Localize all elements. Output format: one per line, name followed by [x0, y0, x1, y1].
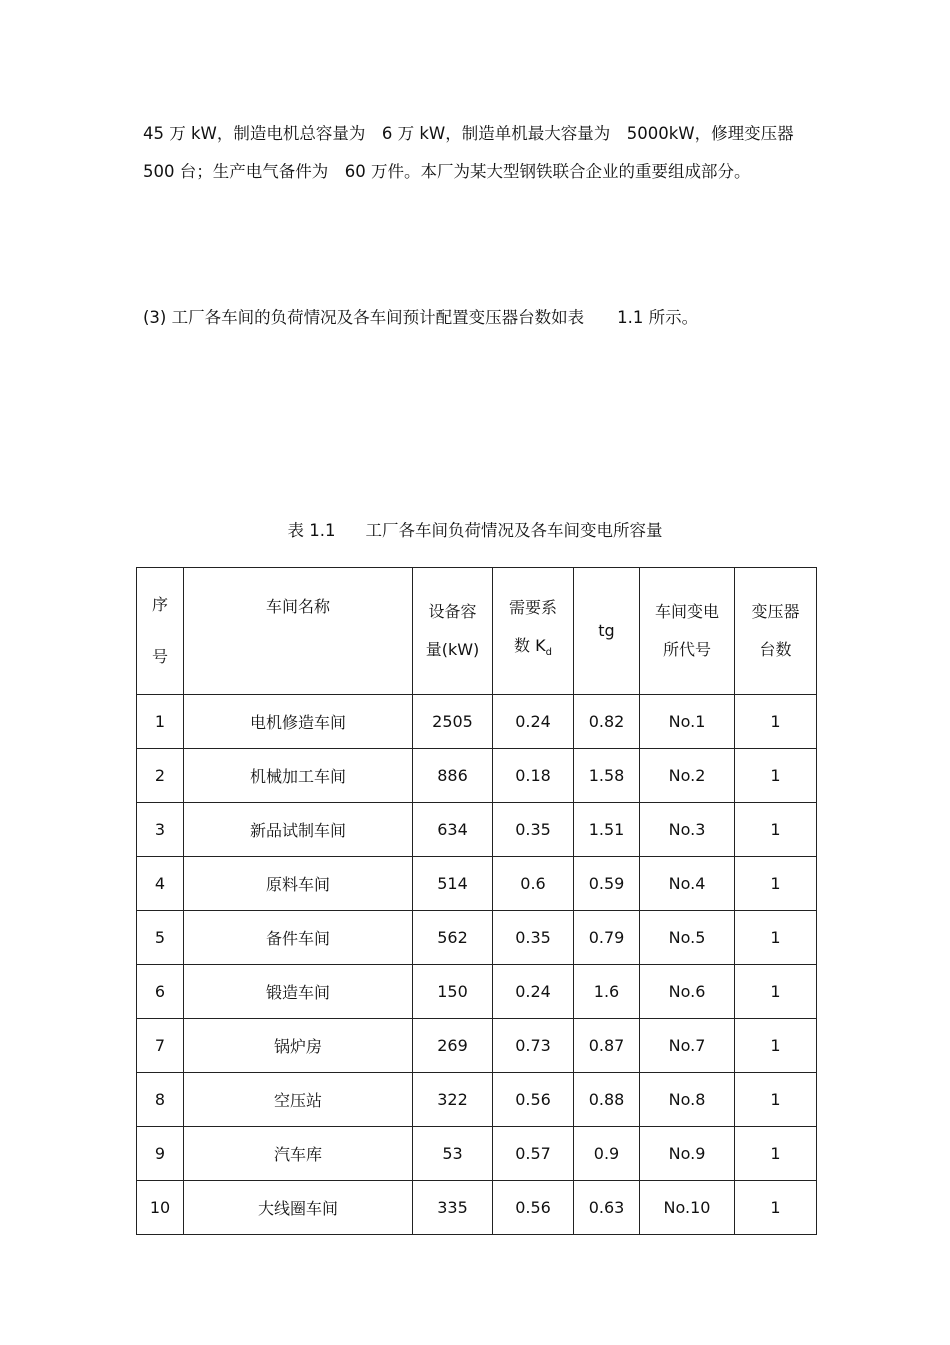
cell-name: 备件车间 — [184, 911, 413, 965]
cell-code: No.5 — [640, 911, 735, 965]
table-row — [137, 695, 817, 749]
cell-kd: 0.24 — [493, 695, 574, 749]
cell-tg: 1.6 — [574, 965, 640, 1019]
table-row — [137, 749, 817, 803]
workshop-load-table — [136, 567, 817, 1235]
cell-kd: 0.56 — [493, 1181, 574, 1235]
header-demand-coefficient: 需要系 数 $K_d$ — [493, 568, 574, 695]
cell-count: 1 — [735, 695, 817, 749]
cell-capacity: 514 — [413, 857, 493, 911]
cell-kd: 0.56 — [493, 1073, 574, 1127]
cell-capacity: 634 — [413, 803, 493, 857]
header-equipment-capacity: 设备容 量(kW) — [413, 568, 493, 695]
table-row — [137, 1181, 817, 1235]
cell-count: 1 — [735, 1019, 817, 1073]
cell-kd: 0.73 — [493, 1019, 574, 1073]
cell-no: 5 — [137, 911, 184, 965]
cell-no: 6 — [137, 965, 184, 1019]
cell-name: 原料车间 — [184, 857, 413, 911]
cell-no: 7 — [137, 1019, 184, 1073]
cell-count: 1 — [735, 1181, 817, 1235]
cell-name: 空压站 — [184, 1073, 413, 1127]
table-row — [137, 1073, 817, 1127]
cell-tg: 0.82 — [574, 695, 640, 749]
header-substation-code: 车间变电 所代号 — [640, 568, 735, 695]
header-transformer-count: 变压器 台数 — [735, 568, 817, 695]
table-row — [137, 803, 817, 857]
cell-name: 锻造车间 — [184, 965, 413, 1019]
cell-tg: 0.59 — [574, 857, 640, 911]
cell-count: 1 — [735, 803, 817, 857]
cell-count: 1 — [735, 1127, 817, 1181]
cell-name: 机械加工车间 — [184, 749, 413, 803]
cell-kd: 0.35 — [493, 803, 574, 857]
paragraph-table-intro: (3) 工厂各车间的负荷情况及各车间预计配置变压器台数如表 1.1 所示。 — [143, 308, 699, 327]
cell-code: No.3 — [640, 803, 735, 857]
table-header-row — [137, 568, 817, 695]
cell-kd: 0.18 — [493, 749, 574, 803]
table-row — [137, 1019, 817, 1073]
cell-name: 汽车库 — [184, 1127, 413, 1181]
table-caption — [0, 517, 950, 541]
cell-no: 4 — [137, 857, 184, 911]
cell-code: No.9 — [640, 1127, 735, 1181]
paragraph-factory-capacity: 45 万 kW，制造电机总容量为 6 万 kW，制造单机最大容量为 5000kW，修理变压器 500 台；生产电气备件为 60 万件。本厂为某大型钢铁联合企业的重要组成部分。 — [143, 124, 794, 181]
cell-code: No.7 — [640, 1019, 735, 1073]
cell-no: 3 — [137, 803, 184, 857]
cell-tg: 0.63 — [574, 1181, 640, 1235]
cell-capacity: 269 — [413, 1019, 493, 1073]
table-row — [137, 911, 817, 965]
cell-tg: 1.58 — [574, 749, 640, 803]
cell-count: 1 — [735, 857, 817, 911]
cell-name: 大线圈车间 — [184, 1181, 413, 1235]
header-workshop-name: 车间名称 — [184, 568, 413, 695]
cell-code: No.10 — [640, 1181, 735, 1235]
cell-code: No.6 — [640, 965, 735, 1019]
cell-capacity: 53 — [413, 1127, 493, 1181]
table-row — [137, 1127, 817, 1181]
cell-no: 8 — [137, 1073, 184, 1127]
table-row — [137, 965, 817, 1019]
cell-code: No.2 — [640, 749, 735, 803]
cell-tg: 0.87 — [574, 1019, 640, 1073]
cell-kd: 0.57 — [493, 1127, 574, 1181]
cell-name: 电机修造车间 — [184, 695, 413, 749]
cell-kd: 0.6 — [493, 857, 574, 911]
cell-count: 1 — [735, 911, 817, 965]
cell-capacity: 150 — [413, 965, 493, 1019]
cell-no: 2 — [137, 749, 184, 803]
cell-no: 10 — [137, 1181, 184, 1235]
cell-no: 1 — [137, 695, 184, 749]
table-caption-number: 表 1.1 — [287, 521, 336, 540]
cell-capacity: 2505 — [413, 695, 493, 749]
cell-kd: 0.35 — [493, 911, 574, 965]
cell-no: 9 — [137, 1127, 184, 1181]
cell-capacity: 322 — [413, 1073, 493, 1127]
cell-capacity: 886 — [413, 749, 493, 803]
cell-count: 1 — [735, 965, 817, 1019]
cell-tg: 0.79 — [574, 911, 640, 965]
header-index: 序 号 — [137, 568, 184, 695]
cell-code: No.4 — [640, 857, 735, 911]
cell-count: 1 — [735, 749, 817, 803]
cell-kd: 0.24 — [493, 965, 574, 1019]
cell-capacity: 562 — [413, 911, 493, 965]
cell-code: No.1 — [640, 695, 735, 749]
cell-count: 1 — [735, 1073, 817, 1127]
cell-tg: 0.9 — [574, 1127, 640, 1181]
cell-tg: 0.88 — [574, 1073, 640, 1127]
header-tg: tg — [574, 568, 640, 695]
table-row — [137, 857, 817, 911]
cell-capacity: 335 — [413, 1181, 493, 1235]
table-caption-title: 工厂各车间负荷情况及各车间变电所容量 — [365, 521, 663, 540]
cell-name: 新品试制车间 — [184, 803, 413, 857]
cell-code: No.8 — [640, 1073, 735, 1127]
table-body — [137, 695, 817, 1235]
cell-tg: 1.51 — [574, 803, 640, 857]
cell-name: 锅炉房 — [184, 1019, 413, 1073]
